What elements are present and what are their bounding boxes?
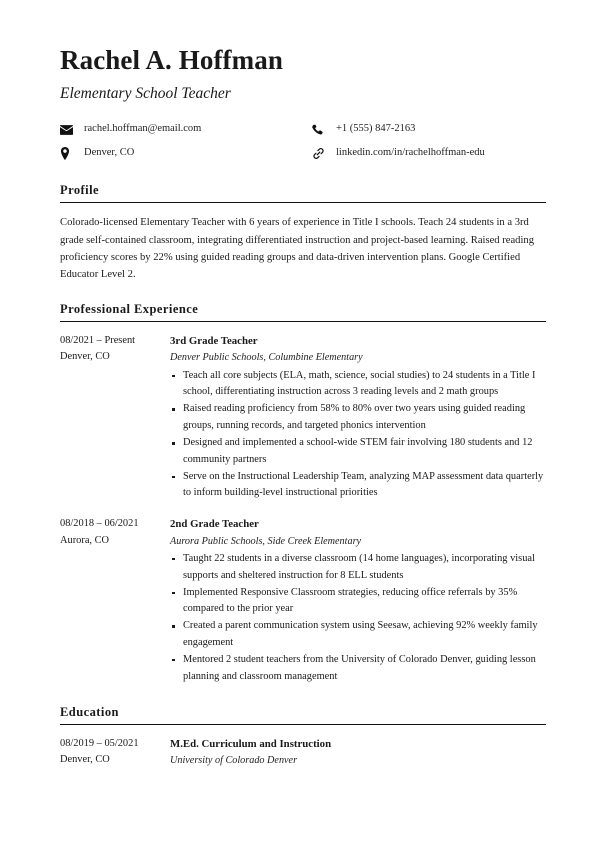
entry-date: 08/2018 – 06/2021 [60, 518, 139, 530]
entry-location: Aurora, CO [60, 534, 110, 546]
section-divider [60, 724, 546, 725]
contact-email-text: rachel.hoffman@email.com [84, 123, 202, 135]
section-divider [60, 202, 546, 203]
link-icon [312, 147, 327, 159]
envelope-icon [60, 124, 75, 136]
spacer [60, 285, 546, 302]
profile-summary-text: Colorado-licensed Elementary Teacher with 6 years of experience in Title I schools. Teach 24 students in a 3rd grade self-contained classroom, integrating differentiated instruction and project-based learning. Raised reading proficiency scores by 22% using guided reading groups and data-driven intervention plans. Google Certified Educator Level 2. [60, 217, 534, 280]
contact-phone[interactable] [312, 123, 546, 136]
entry-role: 2nd Grade Teacher [170, 518, 259, 531]
entry-organization: Denver Public Schools, Columbine Elementary [170, 352, 363, 364]
entry-meta [60, 333, 170, 502]
candidate-name: Rachel A. Hoffman [60, 45, 283, 75]
entry-meta [60, 516, 170, 685]
list-item: Teach all core subjects (ELA, math, science, social studies) to 24 students in a Title I school, differentiating instruction across 3 reading levels and 2 math groups [170, 368, 546, 402]
contact-location-text: Denver, CO [84, 146, 135, 158]
section-profile-title: Profile [60, 183, 100, 198]
section-education-title: Education [60, 704, 119, 719]
entry-location: Denver, CO [60, 351, 110, 363]
candidate-headline: Elementary School Teacher [60, 84, 231, 102]
list-item: Created a parent communication system using Seesaw, achieving 92% weekly family engagement [170, 618, 546, 652]
contact-location [60, 147, 312, 160]
contact-email[interactable] [60, 123, 312, 136]
entry-body [170, 516, 546, 685]
list-item: Mentored 2 student teachers from the University of Colorado Denver, guiding lesson planning and classroom management [170, 652, 546, 686]
entry-meta [60, 736, 170, 770]
entry-institution: University of Colorado Denver [170, 754, 298, 766]
section-experience [60, 302, 546, 685]
contact-phone-text: +1 (555) 847-2163 [336, 123, 416, 135]
section-divider [60, 321, 546, 322]
list-item: Designed and implemented a school-wide STEM fair involving 180 students and 12 community partners [170, 435, 546, 469]
contact-details [60, 123, 546, 159]
resume-header [60, 46, 546, 103]
location-pin-icon [60, 147, 75, 159]
entry-organization: Aurora Public Schools, Side Creek Elementary [170, 535, 362, 547]
entry-bullet-list [170, 368, 546, 503]
education-entry [60, 736, 546, 770]
entry-body [170, 736, 546, 770]
phone-icon [312, 124, 327, 136]
spacer [60, 688, 546, 705]
contact-linkedin[interactable] [312, 147, 546, 160]
section-education [60, 705, 546, 770]
list-item: Taught 22 students in a diverse classroom (14 home languages), incorporating visual supports and sheltered instruction for 8 ELL students [170, 551, 546, 585]
entry-degree: M.Ed. Curriculum and Instruction [170, 737, 332, 750]
list-item: Implemented Responsive Classroom strategies, reducing office referrals by 35% compared to the prior year [170, 585, 546, 619]
contact-linkedin-text: linkedin.com/in/rachelhoffman-edu [336, 146, 485, 158]
entry-body [170, 333, 546, 502]
entry-date: 08/2021 – Present [60, 335, 136, 347]
list-item: Serve on the Instructional Leadership Team, analyzing MAP assessment data quarterly to inform building-level instructional priorities [170, 469, 546, 503]
list-item: Raised reading proficiency from 58% to 80% over two years using guided reading groups, running records, and targeted phonics intervention [170, 401, 546, 435]
entry-role: 3rd Grade Teacher [170, 335, 258, 348]
section-profile [60, 183, 546, 283]
entry-location: Denver, CO [60, 753, 110, 765]
entry-bullet-list [170, 551, 546, 686]
experience-entry [60, 333, 546, 502]
section-experience-title: Professional Experience [60, 302, 199, 317]
entry-date: 08/2019 – 05/2021 [60, 737, 139, 749]
experience-entry [60, 516, 546, 685]
